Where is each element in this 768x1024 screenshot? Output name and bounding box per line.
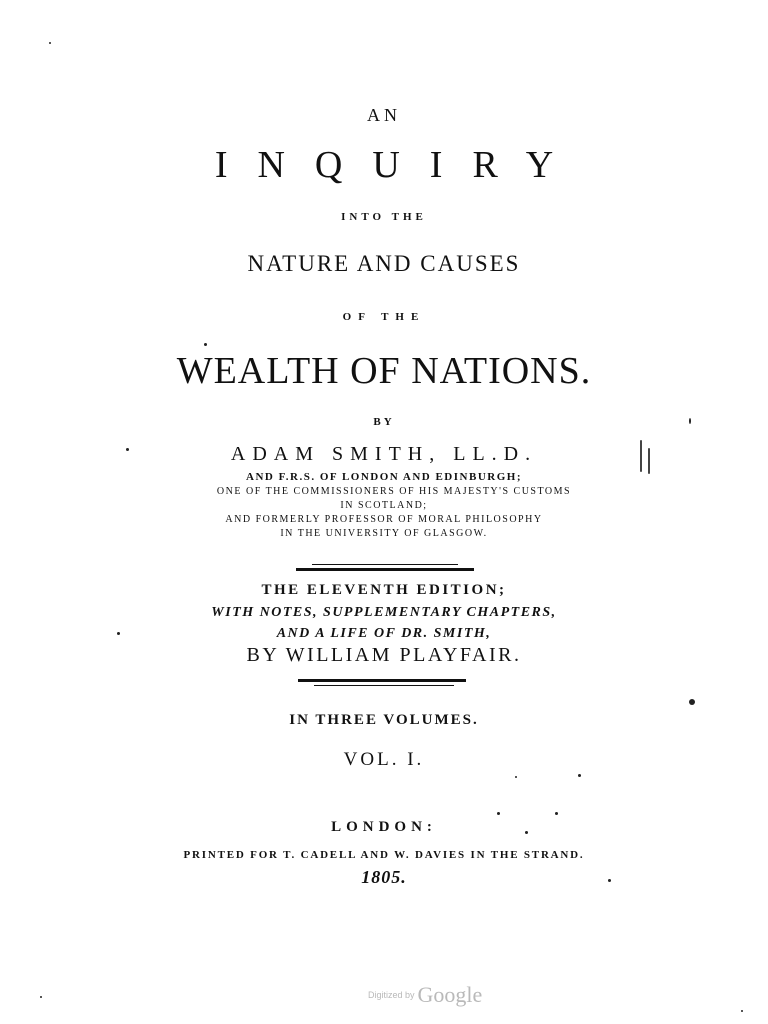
edition-notes-line: WITH NOTES, SUPPLEMENTARY CHAPTERS, [211,605,557,620]
affiliation-line: AND F.R.S. OF LONDON AND EDINBURGH; [246,471,522,483]
digitized-by-label: Digitized by [368,990,415,1000]
scan-speck [49,42,51,44]
divider-rule [298,679,466,682]
scan-speck [515,776,517,778]
affiliation-line: AND FORMERLY PROFESSOR OF MORAL PHILOSOPHY [225,514,543,525]
scan-speck [525,831,528,834]
heading-inquiry: INQUIRY [214,144,584,186]
edition-life-line: AND A LIFE OF DR. SMITH, [276,626,492,641]
scan-speck [648,448,650,474]
scan-speck [608,879,611,882]
scan-speck [689,699,695,705]
heading-into-the: INTO THE [341,211,427,223]
divider-rule [296,568,474,571]
editor-name: BY WILLIAM PLAYFAIR. [246,644,522,666]
scan-speck [126,448,129,451]
scan-speck [640,440,642,472]
scan-speck [117,632,120,635]
heading-wealth-of-nations: WEALTH OF NATIONS. [176,350,592,392]
affiliation-line: IN THE UNIVERSITY OF GLASGOW. [280,528,488,539]
imprint-printer: PRINTED FOR T. CADELL AND W. DAVIES IN THE STRAND. [183,849,585,861]
affiliation-line: IN SCOTLAND; [340,500,428,511]
scan-speck [40,996,42,998]
heading-an: AN [367,105,401,125]
google-watermark [368,982,482,1008]
google-logo: Google [417,982,483,1007]
divider-rule [312,564,458,565]
author-name: ADAM SMITH, LL.D. [230,443,538,465]
scan-speck [497,812,500,815]
scan-speck [689,418,691,424]
imprint-year: 1805. [361,867,407,887]
scan-speck [741,1010,743,1012]
heading-nature-and-causes: NATURE AND CAUSES [247,251,521,276]
volume-number: VOL. I. [343,749,425,770]
volumes-line: IN THREE VOLUMES. [289,712,479,728]
heading-of-the: OF THE [342,311,426,323]
scan-speck [204,343,207,346]
affiliation-line: ONE OF THE COMMISSIONERS OF HIS MAJESTY'S CUSTOMS [216,486,572,497]
byline-by: BY [373,416,395,428]
edition-line: THE ELEVENTH EDITION; [261,582,507,598]
imprint-city: LONDON: [331,819,437,835]
scan-speck [555,812,558,815]
scan-speck [578,774,581,777]
divider-rule [314,685,454,686]
